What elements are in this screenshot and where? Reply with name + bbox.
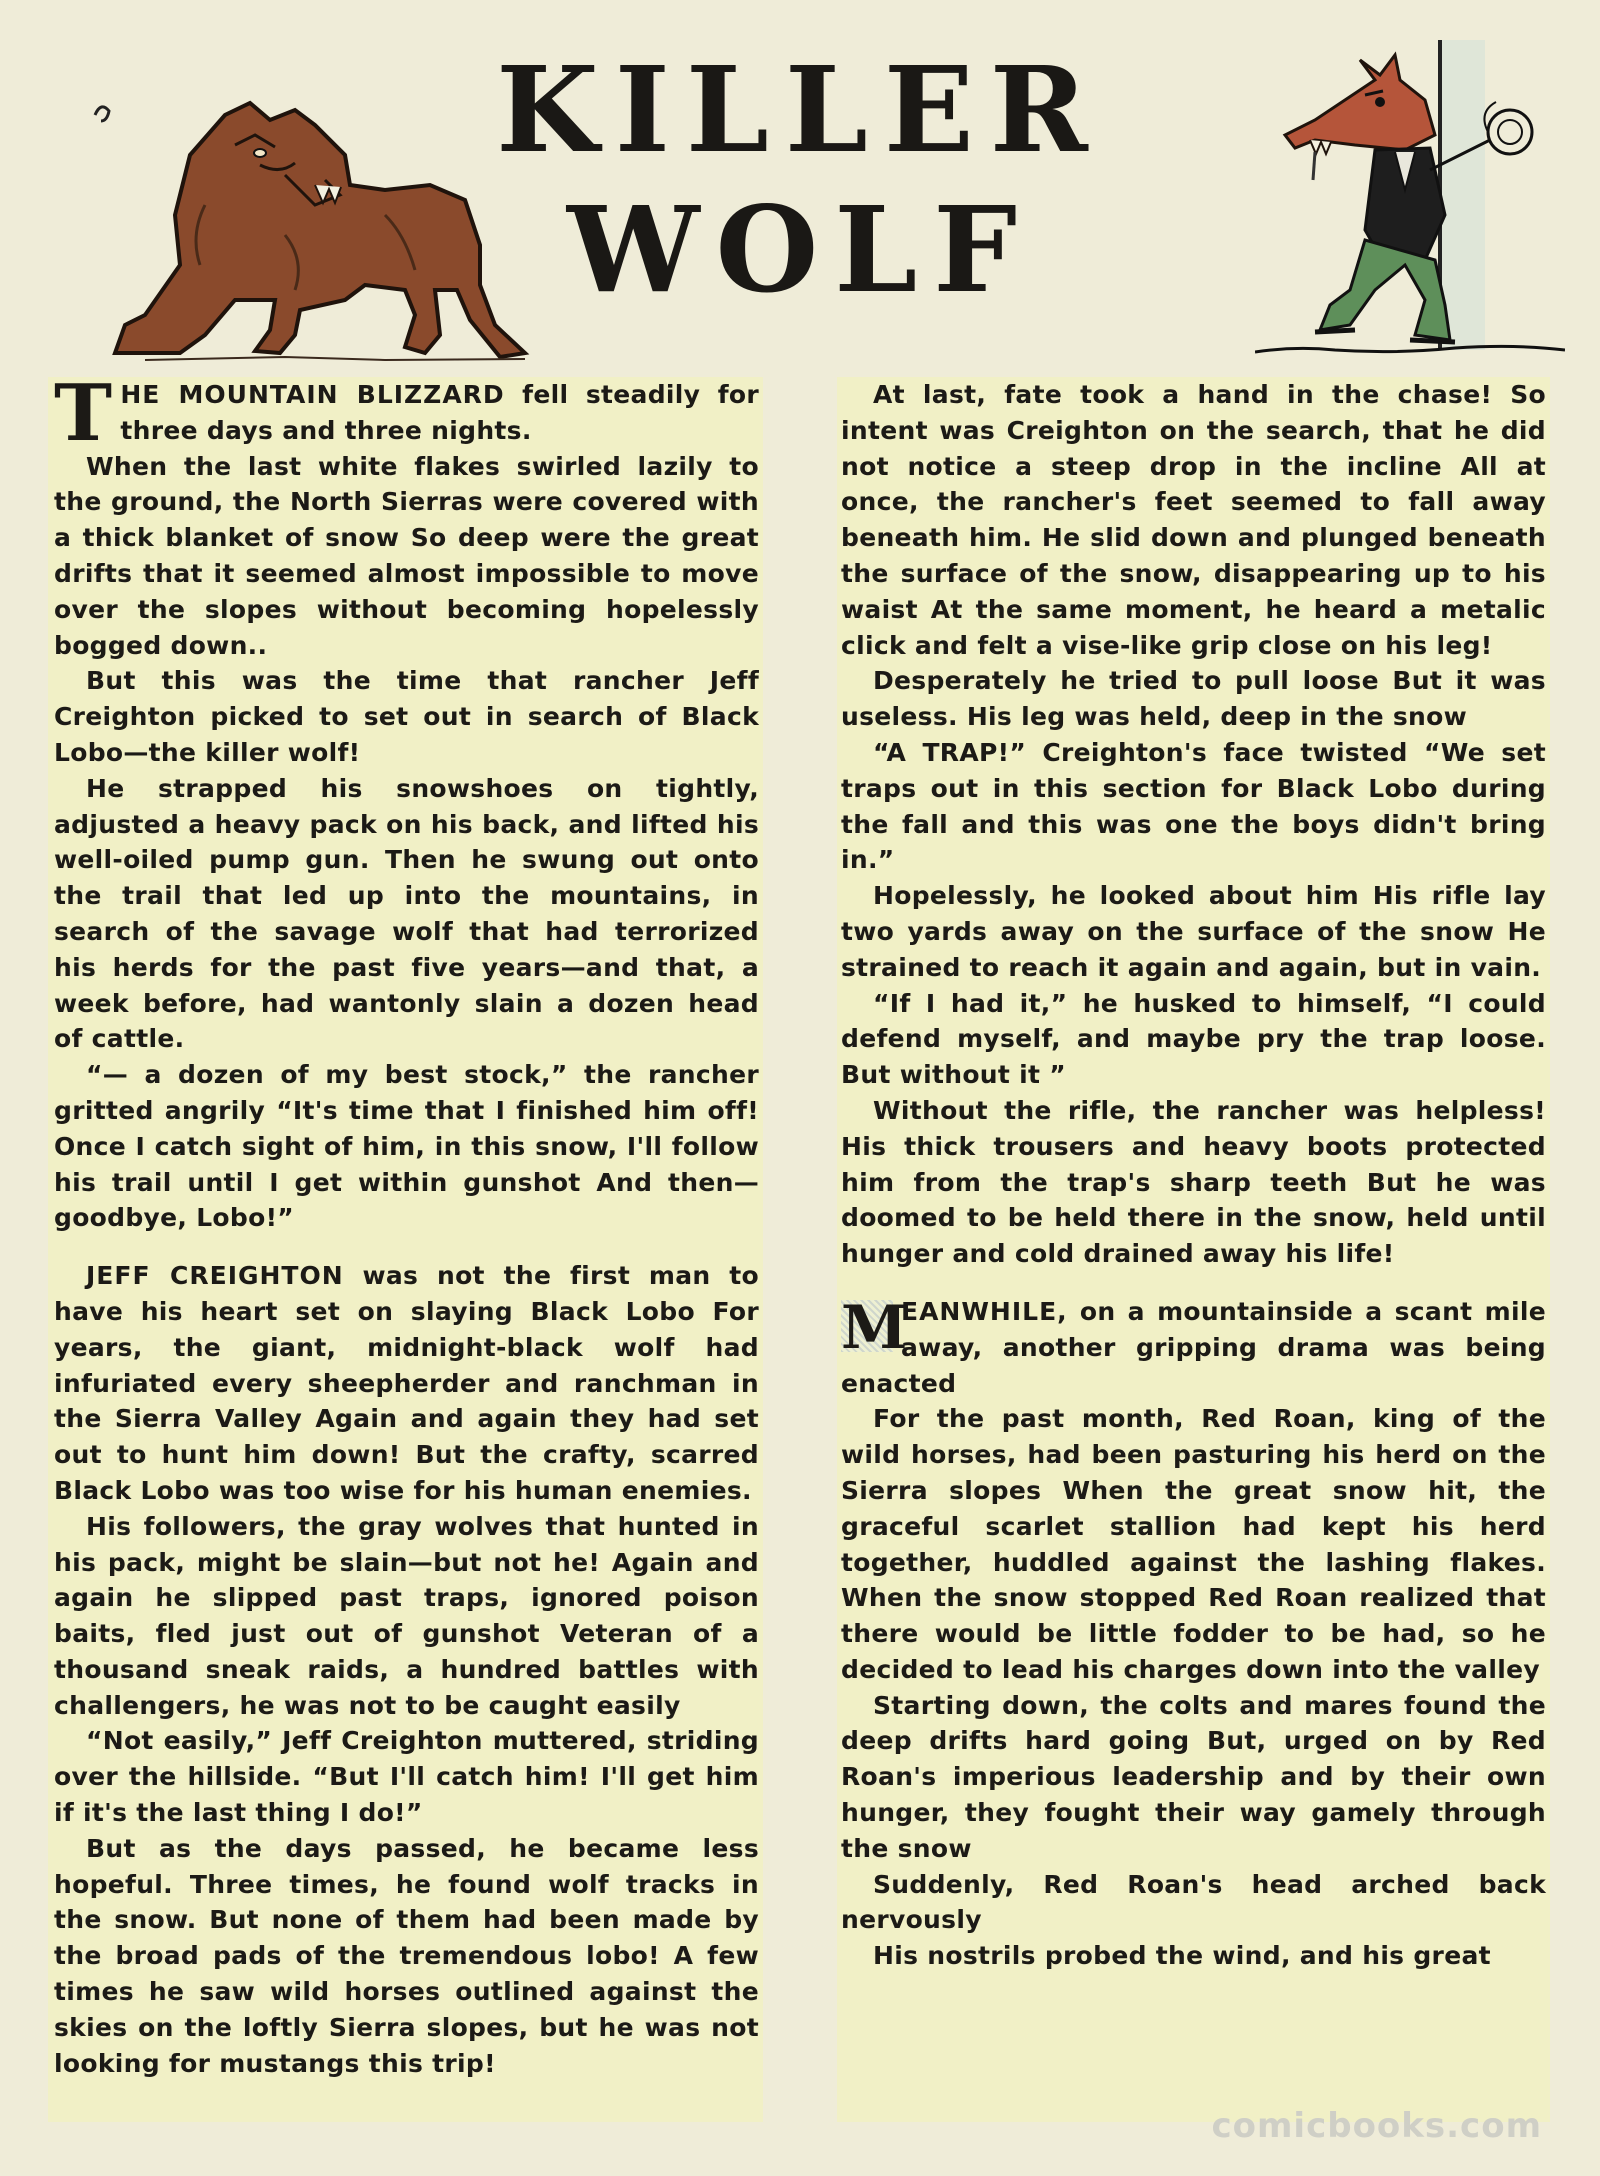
paragraph: But this was the time that rancher Jeff Creighton picked to set out in search of Black Lobo—the killer wolf!: [54, 666, 759, 767]
paragraph: Suddenly, Red Roan's head arched back nervously: [841, 1869, 1546, 1935]
paragraph: When the last white flakes swirled lazily to the ground, the North Sierras were covered with a thick blanket of snow So deep were the great drifts that it seemed almost impossible to move over the slopes without becoming hopelessly bogged down..: [54, 451, 759, 660]
story-title: KILLER WOLF: [496, 40, 1104, 319]
paragraph: Desperately he tried to pull loose But it was useless. His leg was held, deep in the snow: [841, 666, 1546, 732]
section-text: on a mountainside a scant mile away, another gripping drama was being enacted: [841, 1296, 1546, 1398]
paragraph: “— a dozen of my best stock,” the rancher gritted angrily “It's time that I finished him off! Once I catch sight of him, in this snow, I'll follow his trail until I get within gunshot And then—goodbye, Lobo!”: [54, 1060, 759, 1233]
paragraph: He strapped his snowshoes on tightly, adjusted a heavy pack on his back, and lifted his well-oiled pump gun. Then he swung out onto the trail that led up into the mountains, in search of the savage wolf that had terrorized his herds for the past five years—and that, a week before, had wantonly slain a dozen head of cattle.: [54, 773, 759, 1054]
section-lead-text: EANWHILE,: [901, 1296, 1068, 1326]
right-text-column: [837, 377, 1550, 2122]
section-lead-text: JEFF CREIGHTON: [86, 1261, 344, 1291]
paragraph: His nostrils probed the wind, and his great: [873, 1941, 1491, 1971]
watermark: comicbooks.com: [1211, 2106, 1542, 2146]
paragraph: For the past month, Red Roan, king of the wild horses, had been pasturing his herd on the Sierra slopes When the great snow hit, the graceful scarlet stallion had kept his herd together, huddled against the lashing flakes. When the snow stopped Red Roan realized that there would be little fodder to be had, so he decided to lead his charges down into the valley: [841, 1404, 1546, 1684]
paragraph: “A TRAP!” Creighton's face twisted “We set traps out in this section for Black Lobo during the fall and this was one the boys didn't bring in.”: [841, 737, 1546, 875]
section-text: was not the first man to have his heart set on slaying Black Lobo For years, the giant, midnight-black wolf had infuriated every sheepherder and ranchman in the Sierra Valley Again and again they had set out to hunt him down! But the crafty, scarred Black Lobo was too wise for his human enemies.: [54, 1261, 759, 1505]
paragraph: Hopelessly, he looked about him His rifle lay two yards away on the surface of the snow He strained to reach it again and again, but in vain.: [841, 881, 1546, 982]
section-paragraph: [841, 1294, 1546, 1401]
drop-cap-t: T: [54, 377, 113, 459]
paragraph: Starting down, the colts and mares found the deep drifts hard going But, urged on by Red Roan's imperious leadership and by their own hunger, they fought their way gamely through the snow: [841, 1690, 1546, 1863]
opening-paragraph: [54, 377, 759, 459]
paragraph: Without the rifle, the rancher was helpless! His thick trousers and heavy boots protected him from the trap's sharp teeth But he was doomed to be held there in the snow, held until hunger and cold drained away his life!: [841, 1095, 1546, 1269]
paragraph: “If I had it,” he husked to himself, “I could defend myself, and maybe pry the trap loose. But without it ”: [841, 988, 1546, 1090]
wolf-in-suit-illustration: [1255, 40, 1565, 375]
paragraph: “Not easily,” Jeff Creighton muttered, striding over the hillside. “But I'll catch him! I'll get him if it's the last thing I do!”: [54, 1726, 759, 1828]
title-banner: [0, 0, 1600, 375]
paragraph: At last, fate took a hand in the chase! So intent was Creighton on the search, that he did not notice a steep drop in the incline All at once, the rancher's feet seemed to fall away beneath him. He slid down and plunged beneath the surface of the snow, disappearing up to his waist At the same moment, he heard a metalic click and felt a vise-like grip close on his leg!: [841, 380, 1546, 660]
opening-text: fell steadily for three days and three nights.: [120, 380, 759, 445]
section-break: [841, 1272, 1546, 1294]
paragraph: His followers, the gray wolves that hunted in his pack, might be slain—but not he! Again and again he slipped past traps, ignored poison baits, fled just out of gunshot Veteran of a thousand sneak raids, a hundred battles with challengers, he was not to be caught easily: [54, 1511, 759, 1720]
section-break: [54, 1236, 759, 1258]
left-text-column: [48, 377, 763, 2122]
paragraph: But as the days passed, he became less hopeful. Three times, he found wolf tracks in the snow. But none of them had been made by the broad pads of the tremendous lobo! A few times he saw wild horses outlined against the skies on the loftly Sierra slopes, but he was not looking for mustangs this trip!: [54, 1833, 759, 2078]
opening-lead-text: HE MOUNTAIN BLIZZARD: [120, 380, 505, 409]
paragraph: [54, 1258, 759, 1509]
drop-cap-m: M: [841, 1292, 908, 1363]
